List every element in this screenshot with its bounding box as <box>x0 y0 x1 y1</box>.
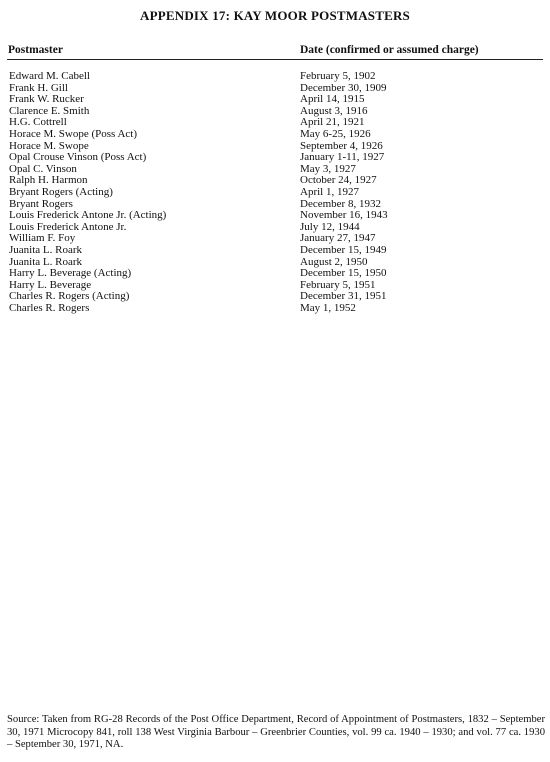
postmaster-name: Horace M. Swope <box>9 139 89 152</box>
table-row <box>0 129 550 141</box>
postmaster-name: Edward M. Cabell <box>9 70 90 82</box>
postmaster-name: Frank W. Rucker <box>9 93 84 106</box>
charge-date: October 24, 1927 <box>300 174 377 187</box>
postmaster-name: Louis Frederick Antone Jr. <box>9 220 127 233</box>
charge-date: December 8, 1932 <box>300 197 381 210</box>
table-row <box>0 71 550 83</box>
postmaster-name: Horace M. Swope (Poss Act) <box>9 127 138 140</box>
charge-date: April 14, 1915 <box>300 93 365 106</box>
postmaster-name: Bryant Rogers <box>9 197 73 210</box>
postmaster-name: Charles R. Rogers <box>9 301 90 314</box>
table-row <box>0 233 550 245</box>
postmaster-name: William F. Foy <box>9 232 76 245</box>
postmaster-name: Bryant Rogers (Acting) <box>9 185 113 198</box>
table-row <box>0 245 550 257</box>
charge-date: August 3, 1916 <box>300 104 368 117</box>
postmaster-name: Opal Crouse Vinson (Poss Act) <box>9 151 147 164</box>
charge-date: September 4, 1926 <box>300 139 383 152</box>
table-row <box>0 222 550 234</box>
charge-date: December 15, 1950 <box>300 267 387 280</box>
source-note: Source: Taken from RG-28 Records of the Post Office Department, Record of Appointment of Postmasters, 1832 – September 30, 1971 Microcopy 841, roll 138 West Virginia Barbour – Greenbrier Counties, vol. 99 ca. 1940 – 1930; and vol. 77 ca. 1930 – September 30, 1971, NA. <box>7 714 545 751</box>
postmaster-name: Juanita L. Roark <box>9 243 83 256</box>
charge-date: December 31, 1951 <box>300 290 387 303</box>
postmaster-name: Charles R. Rogers (Acting) <box>9 290 130 303</box>
table-row <box>0 268 550 280</box>
postmaster-name: Louis Frederick Antone Jr. (Acting) <box>9 209 167 222</box>
table-row <box>0 152 550 164</box>
postmaster-name: Juanita L. Roark <box>9 255 83 268</box>
postmaster-name: Harry L. Beverage (Acting) <box>9 267 132 280</box>
postmaster-name: Ralph H. Harmon <box>9 174 88 187</box>
charge-date: August 2, 1950 <box>300 255 368 268</box>
date-column-header: Date (confirmed or assumed charge) <box>300 44 479 56</box>
table-row <box>0 303 550 315</box>
postmaster-column-header: Postmaster <box>8 44 63 56</box>
charge-date: May 1, 1952 <box>300 301 356 314</box>
postmaster-name: Frank H. Gill <box>9 81 68 94</box>
charge-date: April 1, 1927 <box>300 185 359 198</box>
charge-date: July 12, 1944 <box>300 220 360 233</box>
page-title: APPENDIX 17: KAY MOOR POSTMASTERS <box>140 8 410 23</box>
postmaster-name: Harry L. Beverage <box>9 278 92 291</box>
charge-date: December 15, 1949 <box>300 243 387 256</box>
table-row <box>0 210 550 222</box>
charge-date: November 16, 1943 <box>300 209 388 222</box>
charge-date: December 30, 1909 <box>300 81 387 94</box>
postmaster-name: Clarence E. Smith <box>9 104 90 117</box>
charge-date: January 1-11, 1927 <box>300 151 385 164</box>
table-row <box>0 187 550 199</box>
postmaster-name: H.G. Cottrell <box>9 116 67 129</box>
postmaster-name: Opal C. Vinson <box>9 162 77 175</box>
charge-date: May 3, 1927 <box>300 162 356 175</box>
charge-date: April 21, 1921 <box>300 116 365 129</box>
header-divider <box>7 59 543 60</box>
charge-date: May 6-25, 1926 <box>300 127 371 140</box>
postmaster-table <box>0 71 550 314</box>
charge-date: January 27, 1947 <box>300 232 376 245</box>
table-row <box>0 106 550 118</box>
charge-date: February 5, 1951 <box>300 278 376 291</box>
charge-date: February 5, 1902 <box>300 70 376 82</box>
